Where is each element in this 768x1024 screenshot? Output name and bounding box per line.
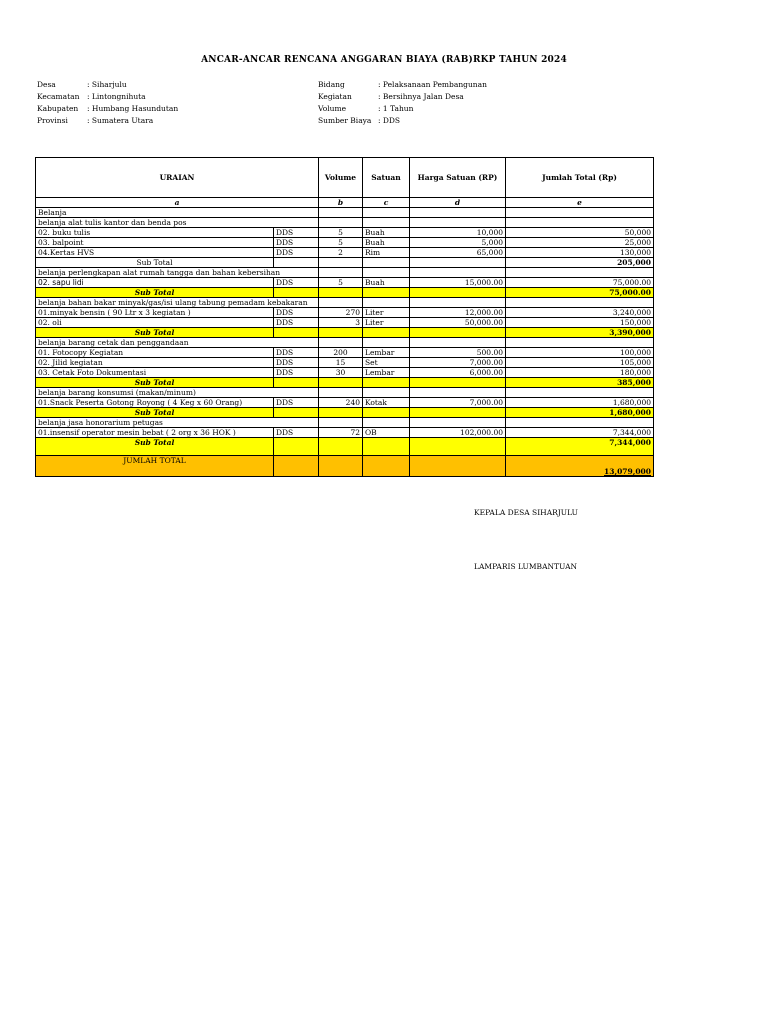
info-value: : Siharjulu [87,80,127,89]
item-sumber: DDS [274,238,319,248]
subtotal-row [36,438,654,456]
info-key: Kabupaten [37,104,79,113]
table-row [36,358,654,368]
item-jumlah: 180,000 [506,368,654,378]
subtotal-row [36,328,654,338]
subtotal-label: Sub Total [36,378,274,388]
subtotal-value: 205,000 [506,258,654,268]
info-row-kegiatan [318,91,487,103]
section-heading-row [36,218,654,228]
item-satuan: Rim [363,248,410,258]
info-key: Desa [37,80,56,89]
item-satuan: Lembar [363,368,410,378]
table-row [36,238,654,248]
item-sumber: DDS [274,228,319,238]
section-heading: belanja alat tulis kantor dan benda pos [36,218,319,228]
section-heading-row [36,388,654,398]
table-letter-row [36,198,654,208]
table-row [36,248,654,258]
section-heading-row [36,268,654,278]
section-heading: belanja barang cetak dan penggandaan [36,338,319,348]
info-row-sumber-biaya [318,115,487,127]
header-uraian: URAIAN [36,158,319,198]
info-row-kabupaten [37,103,178,115]
item-uraian: 01.minyak bensin ( 90 Ltr x 3 kegiatan ) [36,308,274,318]
info-key: Bidang [318,80,345,89]
item-sumber: DDS [274,248,319,258]
table-row [36,228,654,238]
letter-b: b [319,198,363,208]
item-sumber: DDS [274,348,319,358]
item-harga: 7,000.00 [410,358,506,368]
header-jumlah-total: Jumlah Total (Rp) [506,158,654,198]
item-volume: 30 [319,368,363,378]
item-jumlah: 105,000 [506,358,654,368]
item-uraian: 02. buku tulis [36,228,274,238]
table-row [36,348,654,358]
subtotal-row [36,378,654,388]
section-heading: belanja bahan bakar minyak/gas/isi ulang tabung pemadam kebakaran [36,298,319,308]
item-harga: 15,000.00 [410,278,506,288]
item-harga: 500.00 [410,348,506,358]
table-header-row [36,158,654,198]
item-sumber: DDS [274,428,319,438]
item-satuan: Buah [363,278,410,288]
item-uraian: 02. Jilid kegiatan [36,358,274,368]
item-jumlah: 7,344,000 [506,428,654,438]
item-uraian: 01. Fotocopy Kegiatan [36,348,274,358]
header-volume: Volume [319,158,363,198]
belanja-label: Belanja [36,208,319,218]
info-key: Kegiatan [318,92,352,101]
info-key: Sumber Biaya [318,116,372,125]
subtotal-value: 7,344,000 [506,438,654,456]
section-heading: belanja jasa honorarium petugas [36,418,319,428]
item-satuan: Kotak [363,398,410,408]
item-jumlah: 50,000 [506,228,654,238]
item-sumber: DDS [274,368,319,378]
item-jumlah: 100,000 [506,348,654,358]
info-key: Provinsi [37,116,68,125]
info-key: Volume [318,104,347,113]
info-value: : 1 Tahun [378,104,414,113]
item-satuan: Liter [363,318,410,328]
subtotal-label: Sub Total [36,408,274,418]
item-volume: 5 [319,228,363,238]
item-sumber: DDS [274,398,319,408]
item-uraian: 03. balpoint [36,238,274,248]
subtotal-value: 1,680,000 [506,408,654,418]
grand-total-row [36,456,654,477]
item-volume: 5 [319,278,363,288]
item-sumber: DDS [274,358,319,368]
info-value: : Bersihnya Jalan Desa [378,92,464,101]
subtotal-label: Sub Total [36,328,274,338]
item-uraian: 01.insensif operator mesin bebat ( 2 org x 36 HOK ) [36,428,274,438]
subtotal-value: 75,000.00 [506,288,654,298]
item-harga: 7,000.00 [410,398,506,408]
grand-total-amount: 13,079,000 [604,467,651,476]
item-volume: 5 [319,238,363,248]
signature-name: LAMPARIS LUMBANTUAN [474,562,578,571]
item-harga: 6,000.00 [410,368,506,378]
table-row [36,318,654,328]
letter-c: c [363,198,410,208]
info-key: Kecamatan [37,92,80,101]
item-sumber: DDS [274,318,319,328]
grand-total-value [506,456,654,477]
info-value: : Humbang Hasundutan [87,104,179,113]
item-harga: 10,000 [410,228,506,238]
table-row [36,428,654,438]
document-title: ANCAR-ANCAR RENCANA ANGGARAN BIAYA (RAB)RKP TAHUN 2024 [201,55,567,65]
subtotal-label: Sub Total [36,258,274,268]
subtotal-label: Sub Total [36,288,274,298]
table-row [36,398,654,408]
info-row-bidang [318,79,487,91]
item-uraian: 03. Cetak Foto Dokumentasi [36,368,274,378]
info-value: : DDS [378,116,401,125]
item-volume: 15 [319,358,363,368]
item-satuan: Lembar [363,348,410,358]
info-row-volume [318,103,487,115]
item-sumber: DDS [274,278,319,288]
item-jumlah: 150,000 [506,318,654,328]
item-jumlah: 1,680,000 [506,398,654,408]
item-uraian: 01.Snack Peserta Gotong Royong ( 4 Keg x 60 Orang) [36,398,274,408]
item-uraian: 02. oli [36,318,274,328]
item-jumlah: 75,000.00 [506,278,654,288]
section-heading: belanja barang konsumsi (makan/minum) [36,388,319,398]
item-volume: 3 [319,318,363,328]
section-heading: belanja perlengkapan alat rumah tangga dan bahan kebersihan [36,268,319,278]
belanja-row [36,208,654,218]
item-volume: 2 [319,248,363,258]
subtotal-value: 3,390,000 [506,328,654,338]
letter-d: d [410,198,506,208]
info-value: : Lintongnihuta [87,92,146,101]
signature-role: KEPALA DESA SIHARJULU [474,508,578,517]
grand-total-label: JUMLAH TOTAL [36,456,274,477]
table-row [36,368,654,378]
section-heading-row [36,338,654,348]
header-satuan: Satuan [363,158,410,198]
item-harga: 50,000.00 [410,318,506,328]
rab-table [35,157,654,477]
info-value: : Pelaksanaan Pembangunan [378,80,487,89]
item-harga: 5,000 [410,238,506,248]
info-right-block [318,79,487,127]
item-jumlah: 3,240,000 [506,308,654,318]
subtotal-value: 385,000 [506,378,654,388]
item-satuan: Buah [363,238,410,248]
item-harga: 12,000.00 [410,308,506,318]
item-volume: 72 [319,428,363,438]
info-row-provinsi [37,115,178,127]
subtotal-row [36,288,654,298]
item-sumber: DDS [274,308,319,318]
item-volume: 270 [319,308,363,318]
table-row [36,278,654,288]
header-harga-satuan: Harga Satuan (RP) [410,158,506,198]
item-jumlah: 130,000 [506,248,654,258]
item-harga: 65,000 [410,248,506,258]
item-harga: 102,000.00 [410,428,506,438]
letter-a: a [36,198,319,208]
item-satuan: Set [363,358,410,368]
info-left-block [37,79,178,127]
item-uraian: 02. sapu lidi [36,278,274,288]
section-heading-row [36,298,654,308]
subtotal-row [36,258,654,268]
item-volume: 200 [319,348,363,358]
subtotal-row [36,408,654,418]
table-row [36,308,654,318]
item-volume: 240 [319,398,363,408]
item-jumlah: 25,000 [506,238,654,248]
section-heading-row [36,418,654,428]
item-satuan: OB [363,428,410,438]
item-uraian: 04.Kertas HVS [36,248,274,258]
info-row-desa [37,79,178,91]
info-row-kecamatan [37,91,178,103]
item-satuan: Buah [363,228,410,238]
subtotal-label: Sub Total [36,438,274,456]
info-value: : Sumatera Utara [87,116,154,125]
item-satuan: Liter [363,308,410,318]
letter-e: e [506,198,654,208]
